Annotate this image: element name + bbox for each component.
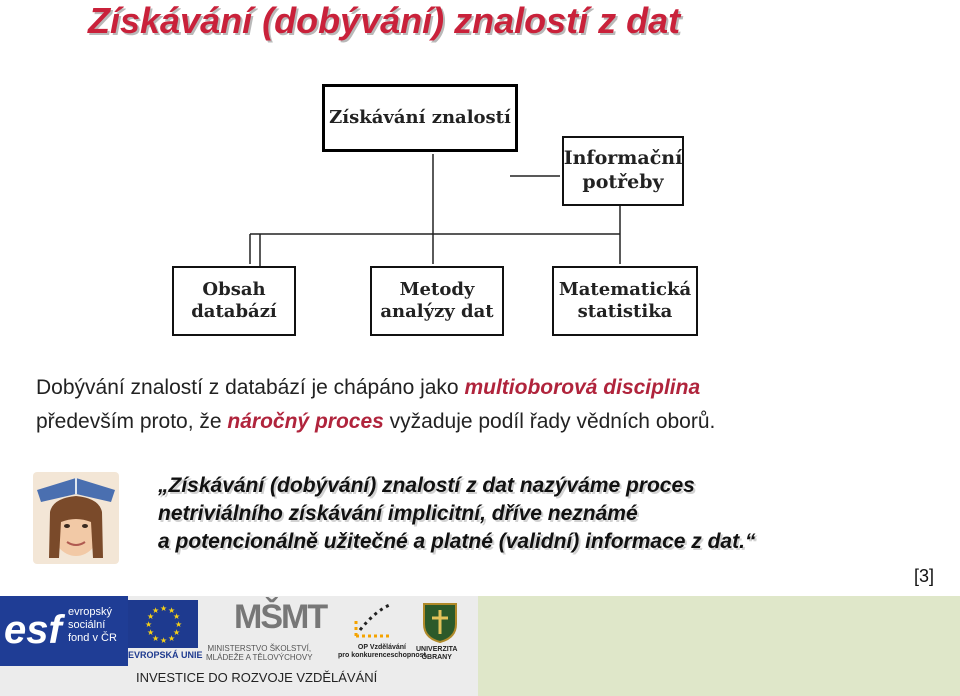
esf-mark: esf (4, 608, 62, 652)
svg-text:★: ★ (152, 634, 160, 643)
svg-text:★: ★ (160, 604, 168, 613)
paragraph-line-2-pre: především proto, že (36, 410, 228, 433)
svg-text:★: ★ (173, 628, 181, 637)
svg-text:★: ★ (168, 606, 176, 615)
slide-title: Získávání (dobývání) znalostí z dat (88, 0, 681, 41)
esf-text (68, 606, 117, 645)
svg-text:★: ★ (173, 612, 181, 621)
footer-green-panel (478, 596, 960, 696)
paragraph-line-1-text: Dobývání znalostí z databází je chápáno jako (36, 376, 465, 399)
op-label (338, 644, 426, 660)
op-label-line-2: pro konkurenceschopnost (338, 652, 426, 659)
diagram-child-3-line2: statistika (577, 301, 673, 322)
diagram-side-box (562, 136, 684, 206)
uo-label-line-2: OBRANY (421, 654, 452, 661)
definition-quote (158, 472, 755, 556)
diagram-root-box (322, 84, 518, 152)
diagram-root-label: Získávání znalostí (329, 106, 511, 128)
svg-text:★: ★ (145, 620, 153, 629)
svg-text:★: ★ (160, 636, 168, 645)
msmt-label-line-1: MINISTERSTVO ŠKOLSTVÍ, (207, 644, 312, 653)
paragraph-line-2-post: vyžaduje podíl řady vědních oborů. (383, 410, 716, 433)
knowledge-diagram (170, 84, 710, 344)
msmt-label-line-2: MLÁDEŽE A TĚLOVÝCHOVY (206, 653, 313, 662)
op-label-line-1: OP Vzdělávání (357, 644, 407, 651)
diagram-child-1-line2: databází (191, 301, 277, 322)
diagram-child-1-line1: Obsah (202, 278, 266, 300)
diagram-child-box-2 (370, 266, 504, 336)
investice-text: INVESTICE DO ROZVOJE VZDĚLÁVÁNÍ (136, 670, 378, 685)
diagram-child-2-line1: Metody (399, 278, 475, 300)
university-shield-icon (420, 600, 460, 644)
paragraph-line-2 (36, 410, 715, 434)
eu-flag-icon (128, 600, 198, 648)
quote-line-3: a potencionálně užitečné a platné (validní) informace z dat.“ (158, 530, 756, 553)
svg-text:★: ★ (152, 606, 160, 615)
msmt-logo-icon: MŠMT (234, 598, 327, 636)
diagram-child-box-1 (172, 266, 296, 336)
msmt-label (206, 644, 313, 662)
diagram-side-line2: potřeby (582, 171, 664, 193)
diagram-child-box-3 (552, 266, 698, 336)
svg-text:★: ★ (147, 628, 155, 637)
svg-text:★: ★ (175, 620, 183, 629)
eu-label: EVROPSKÁ UNIE (128, 650, 203, 660)
quote-line-1: „Získávání (dobývání) znalostí z dat nazýváme proces (158, 474, 695, 497)
diagram-child-3-line1: Matematická (558, 278, 692, 300)
paragraph-emphasis-2: náročný proces (227, 410, 384, 433)
op-vk-logo-icon (352, 600, 396, 640)
esf-text-line-1: evropský (68, 606, 113, 618)
uo-label-line-1: UNIVERZITA (416, 646, 458, 653)
svg-text:★: ★ (147, 612, 155, 621)
esf-text-line-3: fond v ČR (68, 632, 117, 644)
diagram-side-line1: Informační (563, 147, 683, 170)
esf-logo (0, 596, 128, 666)
paragraph-emphasis-1: multioborová disciplina (464, 376, 701, 399)
paragraph-line-1 (36, 376, 700, 400)
quote-line-2: netriviálního získávání implicitní, dříve neznámé (158, 502, 638, 525)
svg-text:★: ★ (168, 634, 176, 643)
diagram-child-2-line2: analýzy dat (380, 301, 494, 322)
esf-text-line-2: sociální (68, 619, 106, 631)
child-reading-book-photo (33, 472, 119, 564)
citation-ref: [3] (914, 566, 935, 586)
uo-label (416, 646, 457, 662)
